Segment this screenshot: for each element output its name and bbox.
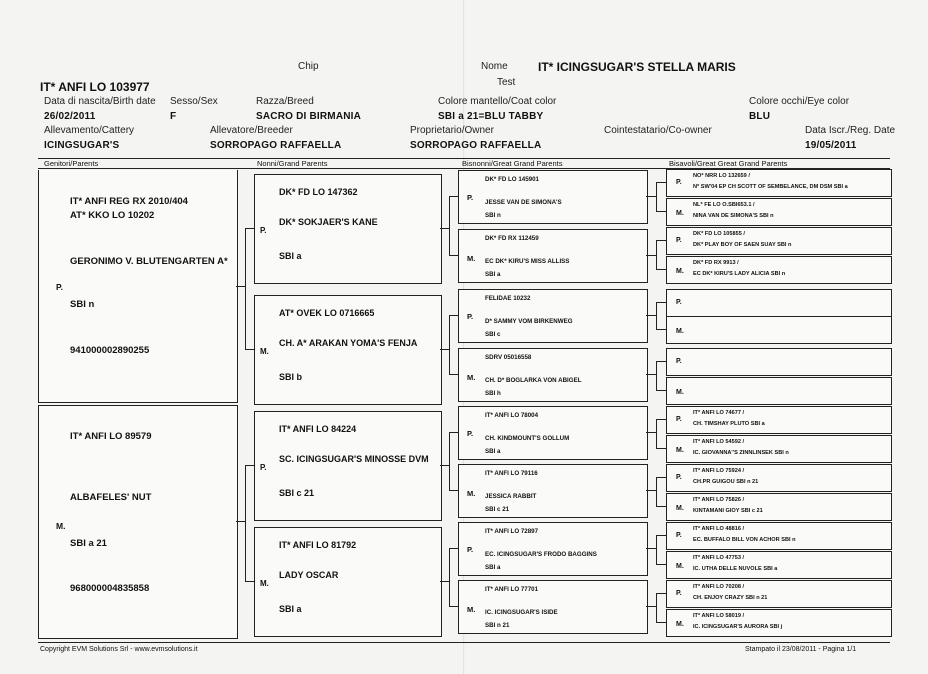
parent-sex: M. <box>56 521 66 531</box>
ggp-color: SBI c <box>485 331 501 338</box>
great-grandparent-box <box>458 348 648 402</box>
print-date: Stampato il 23/08/2011 - Pagina 1/1 <box>745 646 857 653</box>
parent-reg2: AT* KKO LO 10202 <box>70 210 155 221</box>
ggp-reg: FELIDAE 10232 <box>485 295 531 302</box>
connector <box>656 535 657 564</box>
ggp-name: EC. ICINGSUGAR'S FRODO BAGGINS <box>485 551 597 558</box>
ggg-box <box>666 289 892 317</box>
col-greatgrand-header: Bisnonni/Great Grand Parents <box>462 159 563 168</box>
connector <box>449 432 458 433</box>
owner-value: SORROPAGO RAFFAELLA <box>410 140 542 151</box>
name-label: Nome <box>481 61 508 72</box>
ggp-reg: IT* ANFI LO 78004 <box>485 412 539 419</box>
regdate-label: Data Iscr./Reg. Date <box>805 125 896 136</box>
col-parents-header: Genitori/Parents <box>44 159 99 168</box>
gp-sex: P. <box>260 463 267 472</box>
ggp-color: SBI a <box>485 564 501 571</box>
parent-chip: 968000004835858 <box>70 583 150 594</box>
grandparent-box <box>254 527 442 637</box>
connector <box>656 477 666 478</box>
ggg-box <box>666 256 892 284</box>
connector <box>245 349 254 350</box>
ggg-name: IC. GIOVANNA''S ZINNLINSEK SBI n <box>693 450 789 456</box>
connector <box>449 196 458 197</box>
regdate-value: 19/05/2011 <box>805 140 857 151</box>
ggg-sex: M. <box>676 268 684 275</box>
ggg-box <box>666 464 892 492</box>
connector <box>656 419 657 448</box>
coowner-label: Cointestatario/Co-owner <box>604 125 712 136</box>
ggp-sex: M. <box>467 373 476 382</box>
ggp-sex: P. <box>467 545 474 554</box>
ggp-reg: DK* FD LO 145901 <box>485 176 539 183</box>
connector <box>656 361 657 390</box>
ggp-name: EC DK* KIRU'S MISS ALLISS <box>485 258 570 265</box>
gp-color: SBI a <box>279 604 302 614</box>
ggp-name: IC. ICINGSUGAR'S ISIDE <box>485 609 558 616</box>
copyright: Copyright EVM Solutions Srl - www.evmsolutions.it <box>40 646 198 653</box>
great-grandparent-box <box>458 170 648 224</box>
ggg-sex: P. <box>676 299 682 306</box>
ggp-sex: M. <box>467 605 476 614</box>
connector <box>449 315 450 374</box>
connector <box>449 606 458 607</box>
gp-name: CH. A* ARAKAN YOMA'S FENJA <box>279 338 418 348</box>
connector <box>646 490 656 491</box>
connector <box>245 465 254 466</box>
connector <box>646 315 656 316</box>
connector <box>449 374 458 375</box>
ggg-sex: M. <box>676 210 684 217</box>
ggg-reg: IT* ANFI LO 74677 / <box>693 410 745 416</box>
ggg-reg: IT* ANFI LO 70208 / <box>693 584 745 590</box>
ggg-sex: M. <box>676 447 684 454</box>
ggg-reg: IT* ANFI LO 54592 / <box>693 439 745 445</box>
ggg-name: IC. UTHA DELLE NUVOLE SBI a <box>693 566 778 572</box>
ggg-box <box>666 609 892 637</box>
ggg-sex: P. <box>676 358 682 365</box>
ggp-reg: SDRV 05016558 <box>485 354 532 361</box>
ggp-name: JESSICA RABBIT <box>485 493 537 500</box>
connector <box>245 228 254 229</box>
parent-color: SBI a 21 <box>70 538 107 549</box>
ggg-sex: P. <box>676 179 682 186</box>
ggg-sex: M. <box>676 505 684 512</box>
ggg-sex: P. <box>676 474 682 481</box>
breed-value: SACRO DI BIRMANIA <box>256 111 362 122</box>
connector <box>646 196 656 197</box>
connector <box>656 506 666 507</box>
ggp-sex: P. <box>467 429 474 438</box>
ggg-box <box>666 522 892 550</box>
ggp-color: SBI h <box>485 390 501 397</box>
connector <box>656 593 666 594</box>
connector <box>656 593 657 622</box>
cattery-label: Allevamento/Cattery <box>44 125 135 136</box>
test-label: Test <box>497 77 516 88</box>
parent-box <box>38 170 238 403</box>
ggg-box <box>666 169 892 197</box>
gp-color: SBI c 21 <box>279 488 315 498</box>
parent-box <box>38 405 238 639</box>
connector <box>440 581 449 582</box>
ggg-box <box>666 198 892 226</box>
ggp-reg: IT* ANFI LO 79116 <box>485 470 538 477</box>
eye-label: Colore occhi/Eye color <box>749 96 850 107</box>
ggp-reg: IT* ANFI LO 72897 <box>485 528 539 535</box>
ggg-box <box>666 227 892 255</box>
eye-value: BLU <box>749 111 771 122</box>
ggg-box <box>666 406 892 434</box>
connector <box>656 240 666 241</box>
grandparent-box <box>254 295 442 405</box>
great-grandparent-box <box>458 289 648 343</box>
parent-name: ALBAFELES' NUT <box>70 492 152 503</box>
ggg-sex: P. <box>676 416 682 423</box>
ggg-sex: M. <box>676 389 684 396</box>
connector <box>449 548 450 606</box>
ggp-color: SBI n <box>485 212 501 219</box>
connector <box>656 419 666 420</box>
gp-reg: AT* OVEK LO 0716665 <box>279 308 375 318</box>
connector <box>236 521 245 522</box>
connector <box>656 302 657 329</box>
connector <box>440 465 449 466</box>
owner-label: Proprietario/Owner <box>410 125 494 136</box>
footer-rule <box>38 642 890 643</box>
ggg-reg: IT* ANFI LO 48816 / <box>693 526 745 532</box>
gp-name: SC. ICINGSUGAR'S MINOSSE DVM <box>279 454 429 464</box>
connector <box>656 564 666 565</box>
ggg-reg: DK* FD LO 105855 / <box>693 231 745 237</box>
ggg-reg: IT* ANFI LO 75924 / <box>693 468 745 474</box>
connector <box>656 390 666 391</box>
registration-number: IT* ANFI LO 103977 <box>40 80 150 94</box>
gp-name: DK* SOKJAER'S KANE <box>279 217 378 227</box>
ggp-sex: P. <box>467 312 474 321</box>
ggg-box <box>666 348 892 376</box>
connector <box>449 432 450 490</box>
parent-sex: P. <box>56 282 63 292</box>
gp-name: LADY OSCAR <box>279 570 339 580</box>
connector <box>236 286 245 287</box>
connector <box>656 211 666 212</box>
parent-reg1: IT* ANFI LO 89579 <box>70 431 152 442</box>
great-grandparent-box <box>458 580 648 634</box>
ggp-name: JESSE VAN DE SIMONA'S <box>485 199 562 206</box>
connector <box>656 182 657 211</box>
ggg-reg: NO* NRR LO 132659 / <box>693 173 750 179</box>
ggg-reg: IT* ANFI LO 75826 / <box>693 497 745 503</box>
ggg-name: EC DK* KIRU'S LADY ALICIA SBI n <box>693 271 786 277</box>
gp-sex: M. <box>260 347 269 356</box>
breeder-value: SORROPAGO RAFFAELLA <box>210 140 342 151</box>
ggg-box <box>666 435 892 463</box>
ggp-sex: M. <box>467 254 476 263</box>
connector <box>646 432 656 433</box>
connector <box>440 228 449 229</box>
ggg-sex: P. <box>676 237 682 244</box>
ggp-reg: DK* FD RX 112459 <box>485 235 539 242</box>
gp-sex: P. <box>260 226 267 235</box>
breeder-label: Allevatore/Breeder <box>210 125 293 136</box>
ggg-name: EC. BUFFALO BILL VON ACHOR SBI n <box>693 537 796 543</box>
col-ggg-header: Bisavoli/Great Great Grand Parents <box>669 159 788 168</box>
ggg-name: IC. ICINGSUGAR'S AURORA SBI j <box>693 624 783 630</box>
ggg-name: DK* PLAY BOY OF SAEN SUAY SBI n <box>693 242 792 248</box>
connector <box>440 349 449 350</box>
cat-name: IT* ICINGSUGAR'S STELLA MARIS <box>538 60 736 74</box>
connector <box>656 240 657 269</box>
grandparent-box <box>254 411 442 521</box>
breed-label: Razza/Breed <box>256 96 314 107</box>
connector <box>646 255 656 256</box>
great-grandparent-box <box>458 406 648 460</box>
connector <box>646 548 656 549</box>
ggg-name: CH. TIMSHAY PLUTO SBI a <box>693 421 765 427</box>
ggp-reg: IT* ANFI LO 77701 <box>485 586 539 593</box>
ggp-color: SBI c 21 <box>485 506 510 513</box>
ggg-name: KINTAMANI GIOY SBI c 21 <box>693 508 763 514</box>
great-grandparent-box <box>458 464 648 518</box>
grandparent-box <box>254 174 442 284</box>
connector <box>449 196 450 255</box>
ggg-reg: IT* ANFI LO 58019 / <box>693 613 745 619</box>
ggp-sex: M. <box>467 489 476 498</box>
connector <box>656 269 666 270</box>
connector <box>656 361 666 362</box>
gp-color: SBI b <box>279 372 303 382</box>
ggp-color: SBI a <box>485 448 501 455</box>
ggp-color: SBI a <box>485 271 501 278</box>
connector <box>646 606 656 607</box>
gp-reg: IT* ANFI LO 84224 <box>279 424 357 434</box>
connector <box>656 448 666 449</box>
gp-reg: IT* ANFI LO 81792 <box>279 540 357 550</box>
ggp-name: CH. KINDMOUNT'S GOLLUM <box>485 435 570 442</box>
gp-reg: DK* FD LO 147362 <box>279 187 358 197</box>
great-grandparent-box <box>458 522 648 576</box>
great-grandparent-box <box>458 229 648 283</box>
ggg-box <box>666 377 892 405</box>
gp-color: SBI a <box>279 251 302 261</box>
connector <box>245 581 254 582</box>
connector <box>656 477 657 506</box>
connector <box>449 315 458 316</box>
ggg-box <box>666 551 892 579</box>
ggg-sex: M. <box>676 621 684 628</box>
coat-value: SBI a 21=BLU TABBY <box>438 111 544 122</box>
connector <box>656 302 666 303</box>
ggg-name: CH. ENJOY CRAZY SBI n 21 <box>693 595 768 601</box>
ggg-reg: IT* ANFI LO 47753 / <box>693 555 745 561</box>
cattery-value: ICINGSUGAR'S <box>44 140 120 151</box>
connector <box>656 329 666 330</box>
coat-label: Colore mantello/Coat color <box>438 96 557 107</box>
connector <box>449 255 458 256</box>
parent-color: SBI n <box>70 299 95 310</box>
ggg-box <box>666 493 892 521</box>
connector <box>656 535 666 536</box>
ggg-sex: P. <box>676 532 682 539</box>
birth-label: Data di nascita/Birth date <box>44 96 156 107</box>
connector <box>245 465 246 581</box>
connector <box>245 228 246 349</box>
ggg-sex: P. <box>676 590 682 597</box>
ggp-color: SBI n 21 <box>485 622 510 629</box>
parent-name: GERONIMO V. BLUTENGARTEN A* <box>70 256 228 267</box>
connector <box>656 182 666 183</box>
parent-reg1: IT* ANFI REG RX 2010/404 <box>70 196 188 207</box>
chip-label: Chip <box>298 61 319 72</box>
sex-label: Sesso/Sex <box>170 96 218 107</box>
ggg-sex: M. <box>676 563 684 570</box>
sex-value: F <box>170 111 177 122</box>
ggg-box <box>666 580 892 608</box>
connector <box>646 374 656 375</box>
ggp-name: D* SAMMY VOM BIRKENWEG <box>485 318 573 325</box>
ggg-reg: DK* FD RX 9913 / <box>693 260 739 266</box>
ggg-box <box>666 316 892 344</box>
connector <box>449 490 458 491</box>
ggg-name: CH.PR GUIGOU SBI n 21 <box>693 479 759 485</box>
ggg-name: NINA VAN DE SIMONA'S SBI n <box>693 213 774 219</box>
ggg-reg: NL* FE LO O.SBI653.1 / <box>693 202 755 208</box>
ggp-name: CH. D* BOGLARKA VON ABIGEL <box>485 377 582 384</box>
ggg-sex: M. <box>676 328 684 335</box>
parent-chip: 941000002890255 <box>70 345 150 356</box>
gp-sex: M. <box>260 579 269 588</box>
connector <box>656 622 666 623</box>
ggp-sex: P. <box>467 193 474 202</box>
col-grandparents-header: Nonni/Grand Parents <box>257 159 328 168</box>
ggg-name: N* SW'04 EP CH SCOTT OF SEMBELANCE, DM DSM SBI a <box>693 184 848 190</box>
birth-value: 26/02/2011 <box>44 111 96 122</box>
connector <box>449 548 458 549</box>
